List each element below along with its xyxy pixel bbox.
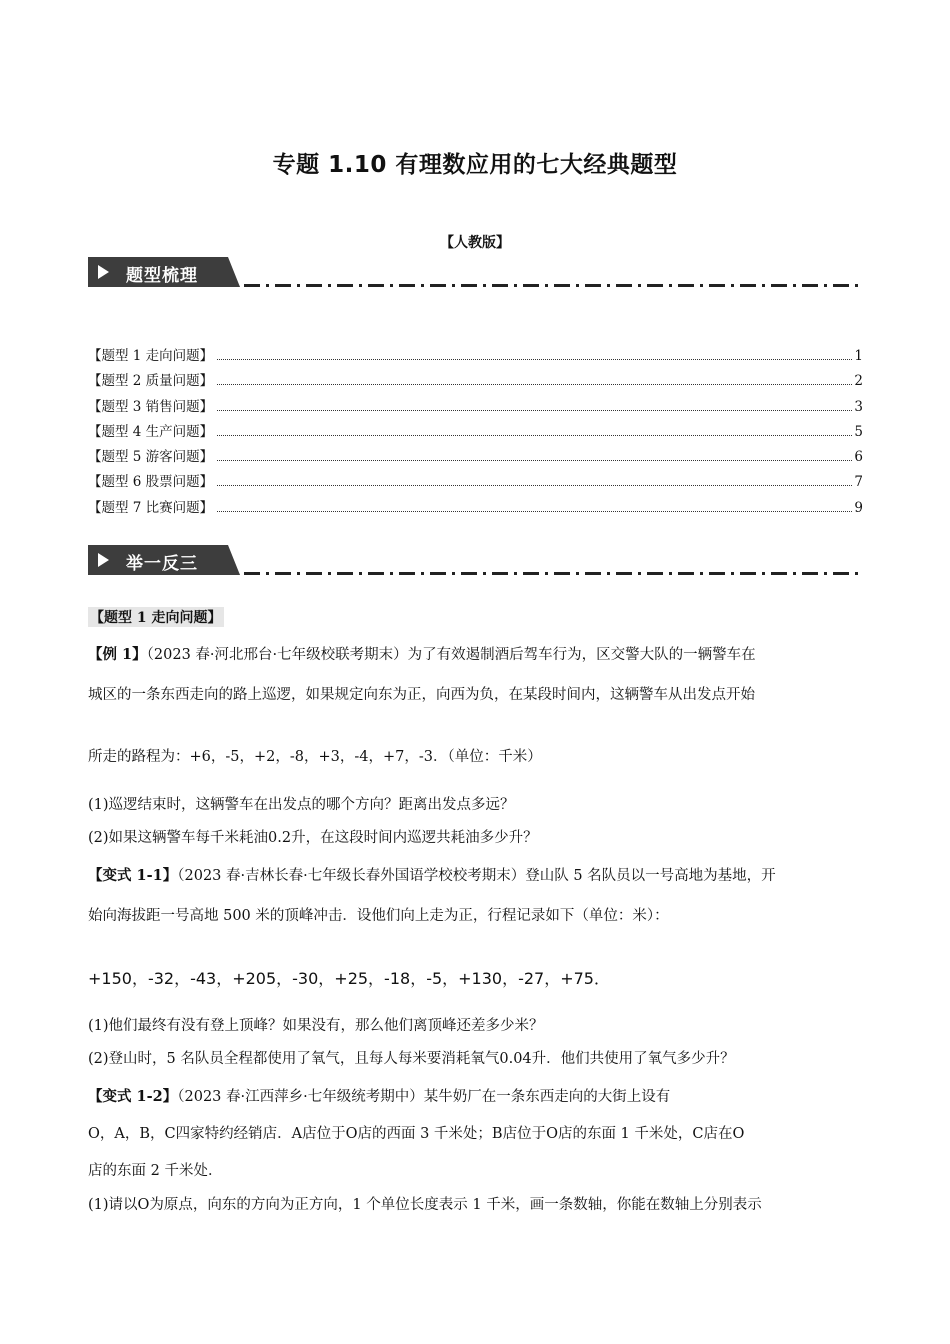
text: （2023 春·吉林长春·七年级长春外国语学校校考期末）登山队 5 名队员以一号高地为基地，开 (177, 868, 776, 884)
leader-dots (217, 485, 852, 486)
toc-page-number: 6 (854, 449, 863, 466)
toc-item-label: 【题型 5 游客问题】 (88, 449, 214, 466)
edition-label: 【人教版】 (440, 235, 510, 251)
leader-dots (217, 435, 852, 436)
dash-dot-divider (244, 572, 863, 575)
example1-question2: (2)如果这辆警车每千米耗油0.2升，在这段时间内巡逻共耗油多少升？ (88, 830, 538, 846)
banner-label: 题型梳理 (126, 266, 198, 286)
example-tag: 【例 1】 (88, 646, 147, 663)
example1-line3: 所走的路程为：+6，-5，+2，-8，+3，-4，+7，-3．（单位：千米） (88, 749, 542, 765)
leader-dots (217, 511, 852, 512)
leader-dots (217, 359, 852, 360)
toc-item-label: 【题型 2 质量问题】 (88, 373, 214, 390)
toc-item-label: 【题型 7 比赛问题】 (88, 499, 214, 516)
variant-tag: 【变式 1-1】 (88, 867, 178, 884)
toc-item[interactable] (88, 496, 863, 521)
variant2-line3: 店的东面 2 千米处． (88, 1163, 223, 1179)
text: （2023 春·江西萍乡·七年级统考期中）某牛奶厂在一条东西走向的大街上设有 (177, 1089, 671, 1105)
toc-item[interactable] (88, 395, 863, 420)
variant1-records: +150，-32，-43，+205，-30，+25，-18，-5，+130，-27，+75． (88, 969, 610, 988)
toc-page-number: 5 (854, 423, 863, 440)
document-title: 专题 1.10 有理数应用的七大经典题型 (272, 152, 678, 178)
variant2-question1: (1)请以O为原点，向东的方向为正方向，1 个单位长度表示 1 千米，画一条数轴，你能在数轴上分别表示 (88, 1197, 762, 1213)
toc-page-number: 1 (854, 348, 863, 364)
example1-line2: 城区的一条东西走向的路上巡逻，如果规定向东为正，向西为负，在某段时间内，这辆警车从出发点开始 (88, 687, 755, 703)
toc-item[interactable] (88, 445, 863, 470)
toc-item-label: 【题型 3 销售问题】 (88, 398, 214, 415)
variant-tag: 【变式 1-2】 (88, 1088, 178, 1105)
variant2-line1 (88, 1085, 863, 1106)
banner-label: 举一反三 (126, 554, 198, 574)
variant2-line2: O，A，B，C四家特约经销店．A店位于O店的西面 3 千米处；B店位于O店的东面 1 千米处，C店在O (88, 1126, 745, 1142)
examples-banner (88, 545, 863, 581)
variant1-line1 (88, 864, 863, 885)
toc-item-label: 【题型 6 股票问题】 (88, 474, 214, 491)
toc-item-label: 【题型 1 走向问题】 (88, 348, 214, 364)
toc-page-number: 9 (854, 499, 863, 516)
toc-item[interactable] (88, 369, 863, 394)
text: （2023 春·河北邢台·七年级校联考期末）为了有效遏制酒后驾车行为，区交警大队的一辆警车在 (146, 647, 756, 663)
variant1-question2: (2)登山时，5 名队员全程都使用了氧气，且每人每米要消耗氧气0.04升．他们共使用了氧气多少升？ (88, 1051, 735, 1067)
toc-page-number: 2 (854, 373, 863, 390)
toc-item-label: 【题型 4 生产问题】 (88, 423, 214, 440)
example1-question1: (1)巡逻结束时，这辆警车在出发点的哪个方向？距离出发点多远？ (88, 797, 515, 813)
example1-line1 (88, 643, 863, 664)
section-heading: 【题型 1 走向问题】 (88, 607, 224, 627)
toc-banner (88, 257, 863, 293)
play-arrow-icon (98, 265, 109, 279)
leader-dots (217, 384, 852, 385)
variant1-line2: 始向海拔距一号高地 500 米的顶峰冲击．设他们向上走为正，行程记录如下（单位：米）： (88, 908, 669, 924)
toc-item[interactable] (88, 470, 863, 495)
table-of-contents (88, 344, 863, 521)
toc-page-number: 3 (854, 398, 863, 415)
play-arrow-icon (98, 553, 109, 567)
leader-dots (217, 410, 852, 411)
toc-item[interactable] (88, 420, 863, 445)
dash-dot-divider (244, 284, 863, 287)
variant1-question1: (1)他们最终有没有登上顶峰？如果没有，那么他们离顶峰还差多少米？ (88, 1018, 544, 1034)
toc-page-number: 7 (854, 474, 863, 491)
toc-item[interactable] (88, 344, 863, 369)
leader-dots (217, 460, 852, 461)
